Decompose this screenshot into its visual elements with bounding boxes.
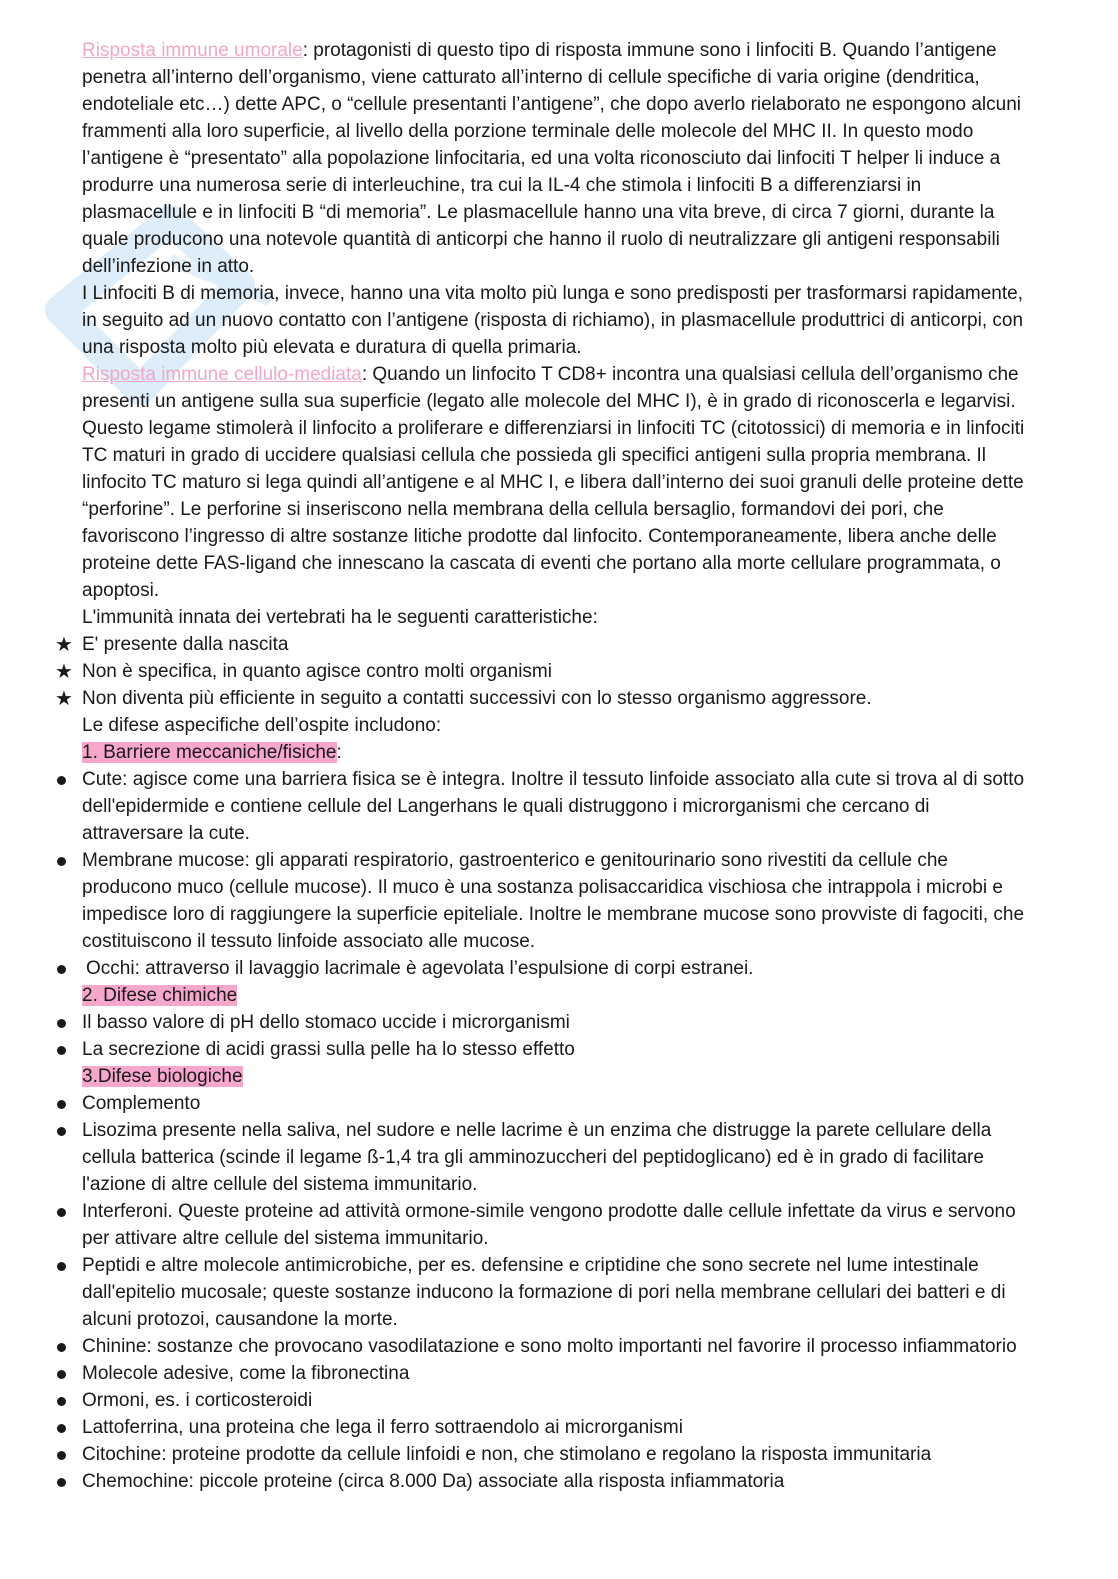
bullet-dot-icon [57,1343,66,1352]
list-item: ★ E' presente dalla nascita [55,632,289,656]
cell-mediated-response-text: : Quando un linfocito T CD8+ incontra una qualsiasi cellula dell’organismo che presenti un antigene sulla sua superficie (legato alle molecole del MHC I), è in grado di riconoscerla e legarvisi. Questo legame stimolerà il linfocito a proliferare e differenziarsi in linfociti TC (citotossici) di memoria e in linfociti TC maturi in grado di uccidere qualsiasi cellula che possieda gli specifici antigeni sulla propria membrana. Il linfocito TC maturo si lega quindi all’antigene e al MHC I, e libera dall’interno dei suoi granuli delle proteine dette “perforine”. Le perforine si inseriscono nella membrana della cellula bersaglio, formandovi dei pori, che favoriscono l’ingresso di altre sostanze litiche prodotte dal linfocito. Contemporaneamente, libera anche delle proteine dette FAS-ligand che innescano la cascata di eventi che portano alla morte cellulare programmata, o apoptosi. [82,364,1025,601]
list-item: Interferoni. Queste proteine ad attività ormone-simile vengono prodotte dalle cellule infettate da virus e servono per attivare altre cellule del sistema immunitario. [0,1198,1034,1252]
list-item: Peptidi e altre molecole antimicrobiche, per es. defensine e criptidine che sono secrete nel lume intestinale dall'epitelio mucosale; queste sostanze inducono la formazione di pori nella membrane cellulari dei batteri e di alcuni protozoi, causandone la morte. [0,1252,1034,1333]
bullet-dot-icon [57,1208,66,1217]
humoral-response-text: : protagonisti di questo tipo di risposta immune sono i linfociti B. Quando l’antigene penetra all’interno dell’organismo, viene catturato all’interno di cellule specifiche di varia origine (dendritica, endoteliale etc…) dette APC, o “cellule presentanti l’antigene”, che dopo averlo rielaborato ne espongono alcuni frammenti alla loro superficie, al livello della porzione terminale delle molecole del MHC II. In questo modo l’antigene è “presentato” alla popolazione linfocitaria, ed una volta riconosciuto dai linfociti T helper li induce a produrre una numerosa serie di interleuchine, tra cui la IL-4 che stimola i linfociti B a differenziarsi in plasmacellule e in linfociti B “di memoria”. Le plasmacellule hanno una vita breve, di circa 7 giorni, durante la quale producono una notevole quantità di anticorpi che hanno il ruolo di neutralizzare gli antigeni responsabili dell’infezione in atto. [82,40,1021,277]
star-bullet-icon: ★ [55,686,73,710]
list-item: Lattoferrina, una proteina che lega il ferro sottraendolo ai microrganismi [0,1414,1034,1441]
list-item: Chemochine: piccole proteine (circa 8.000 Da) associate alla risposta infiammatoria [0,1468,1034,1495]
bullet-dot-icon [57,1262,66,1271]
list-item: Citochine: proteine prodotte da cellule linfoidi e non, che stimolano e regolano la risposta immunitaria [0,1441,1034,1468]
list-item: Complemento [0,1090,1034,1117]
link-cell-mediated-response[interactable]: Risposta immune cellulo-mediata [82,364,362,385]
list-item: Lisozima presente nella saliva, nel sudore e nelle lacrime è un enzima che distrugge la parete cellulare della cellula batterica (scinde il legame ß-1,4 tra gli amminozuccheri del peptidoglicano) ed è in grado di facilitare l'azione di altre cellule del sistema immunitario. [0,1117,1034,1198]
section-heading-chemical-defenses: 2. Difese chimiche [82,985,238,1006]
bullet-dot-icon [57,965,66,974]
list-item: Cute: agisce come una barriera fisica se è integra. Inoltre il tessuto linfoide associato alla cute si trova al di sotto dell'epidermide e contiene cellule del Langerhans le quali distruggono i microrganismi che cercano di attraversare la cute. [0,766,1034,847]
paragraph-memory-b-cells: I Linfociti B di memoria, invece, hanno una vita molto più lunga e sono predisposti per trasformarsi rapidamente, in seguito ad un nuovo contatto con l’antigene (risposta di richiamo), in plasmacellule produttrici di anticorpi, con una risposta molto più elevata e duratura di quella primaria. [82,283,1024,358]
bullet-dot-icon [57,1478,66,1487]
list-item: La secrezione di acidi grassi sulla pelle ha lo stesso effetto [0,1036,1034,1063]
list-item: Ormoni, es. i corticosteroidi [0,1387,1034,1414]
paragraph-humoral-response [82,37,1034,280]
bullet-dot-icon [57,1046,66,1055]
bullet-dot-icon [57,1451,66,1460]
bullet-dot-icon [57,1370,66,1379]
bullet-dot-icon [57,1100,66,1109]
paragraph-cell-mediated-response [82,361,1034,604]
star-bullet-icon: ★ [55,632,73,656]
list-item: ★ Non diventa più efficiente in seguito a contatti successivi con lo stesso organismo aggressore. [55,686,872,710]
document-page [0,37,1118,1495]
bullet-dot-icon [57,1424,66,1433]
star-bullet-icon: ★ [55,659,73,683]
section-heading-mechanical-barriers: 1. Barriere meccaniche/fisiche: [82,742,342,763]
nonspecific-defenses-intro: Le difese aspecifiche dell’ospite includono: [82,715,442,736]
link-humoral-response[interactable]: Risposta immune umorale [82,40,303,61]
bullet-dot-icon [57,857,66,866]
section-heading-biological-defenses: 3.Difese biologiche [82,1066,243,1087]
list-item: ★ Non è specifica, in quanto agisce contro molti organismi [55,659,552,683]
list-item: Chinine: sostanze che provocano vasodilatazione e sono molto importanti nel favorire il processo infiammatorio [0,1333,1034,1360]
bullet-dot-icon [57,1397,66,1406]
bullet-dot-icon [57,776,66,785]
list-item: Il basso valore di pH dello stomaco uccide i microrganismi [0,1009,1034,1036]
list-item: Membrane mucose: gli apparati respiratorio, gastroenterico e genitourinario sono rivestiti da cellule che producono muco (cellule mucose). Il muco è una sostanza polisaccaridica vischiosa che intrappola i microbi e impedisce loro di raggiungere la superficie epiteliale. Inoltre le membrane mucose sono provviste di fagociti, che costituiscono il tessuto linfoide associato alle mucose. [0,847,1034,955]
innate-immunity-intro: L'immunità innata dei vertebrati ha le seguenti caratteristiche: [82,607,598,628]
list-item: Molecole adesive, come la fibronectina [0,1360,1034,1387]
bullet-dot-icon [57,1019,66,1028]
bullet-dot-icon [57,1127,66,1136]
list-item: Occhi: attraverso il lavaggio lacrimale è agevolata l’espulsione di corpi estranei. [0,955,1034,982]
